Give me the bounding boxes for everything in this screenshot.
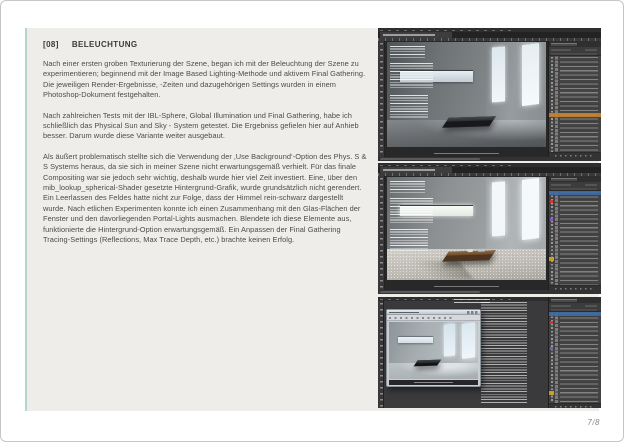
render-slot-window bbox=[398, 336, 434, 343]
render-view-window bbox=[386, 309, 481, 387]
render-table bbox=[414, 359, 441, 365]
layers-panel-tab bbox=[549, 297, 601, 303]
selected-layer-row bbox=[549, 191, 601, 195]
layer-list bbox=[549, 191, 601, 285]
render-settings-annotation bbox=[390, 229, 428, 252]
screenshot-photoshop-sun-sky-render bbox=[378, 163, 601, 294]
section-index: [08] bbox=[43, 40, 59, 49]
page-number: 7/8 bbox=[587, 418, 600, 427]
layers-panel-footer-icons bbox=[549, 403, 601, 408]
workspace bbox=[378, 176, 601, 290]
render-table bbox=[442, 116, 496, 128]
render-window bbox=[522, 43, 539, 106]
render-tabletop-object bbox=[477, 248, 484, 251]
horizontal-scrollbar bbox=[378, 290, 601, 294]
screenshot-photoshop-ibl-render bbox=[378, 28, 601, 161]
paragraph-3: Als äußert problematisch stellte sich die Verwendung der ‚Use Background‘-Option des Phys. S & S Systems heraus, da sie sich in meiner Szene nicht erwartungsgemäß verhielt. Für das finale Compositing war sie jedoch sehr wichtig, deshalb wurde hier viel Zeit investiert. Eine, über den mib_lookup_spherical-Shader gesetzte Hintergrund-Grafik, wurde grundsätzlich nicht gerendert. Ein Leerlassen des Feldes hatte nicht zur Folge, dass der Himmel rein-schwarz dargestellt wurde. Nach etlichen Experimenten konnte ich einen Zusammenhang mit den Glas-Flächen der Fenster und den davorliegenden Portal-Lights ausmachen. Blendete ich diese Elemente aus, funktionierte die Hintergrund-Option erwartungsgemäß. Ein Anpassen der Final Gathering Tracing-Settings (Reflections, Max Trace Depth, etc.) brachte keinen Erfolg. bbox=[43, 151, 367, 245]
render-left-wall bbox=[389, 322, 441, 363]
section-heading bbox=[43, 40, 367, 49]
canvas bbox=[385, 176, 548, 290]
render-floor bbox=[389, 363, 478, 379]
render-image-ibl bbox=[387, 42, 546, 147]
toolbar-icons bbox=[378, 301, 384, 408]
workspace bbox=[378, 41, 601, 157]
render-wood-table bbox=[442, 250, 496, 261]
layer-color-tag-red bbox=[550, 321, 553, 324]
render-settings-annotation bbox=[390, 46, 425, 59]
selected-layer-row bbox=[549, 312, 601, 316]
render-settings-annotation bbox=[390, 95, 428, 118]
render-settings-annotation bbox=[390, 63, 433, 90]
content-area bbox=[25, 28, 599, 411]
render-settings-annotation bbox=[390, 198, 433, 225]
render-image-sun-sky bbox=[387, 177, 546, 280]
toolbar-icons bbox=[378, 41, 385, 157]
render-window bbox=[522, 178, 539, 240]
render-window bbox=[492, 47, 505, 103]
document-tab bbox=[380, 167, 452, 173]
layers-panel bbox=[548, 297, 601, 408]
document-tab-bar bbox=[378, 32, 601, 38]
toolbar-icons bbox=[378, 176, 385, 290]
screenshot-column bbox=[378, 28, 601, 411]
render-window bbox=[462, 322, 475, 359]
canvas-info-text bbox=[434, 153, 499, 155]
render-view-toolbar bbox=[387, 315, 480, 321]
render-view-status-bar bbox=[389, 380, 478, 385]
layers-panel bbox=[548, 176, 601, 290]
screenshot-render-view-window bbox=[378, 297, 601, 408]
render-settings-annotation bbox=[390, 181, 425, 193]
horizontal-scrollbar bbox=[378, 157, 601, 161]
paragraph-2: Nach zahlreichen Tests mit der IBL-Sphere, Global Illumination und Final Gathering, habe ich schließlich das Physical Sun and Sky - System getestet. Die Ergebniss gefielen hier auf Anhieb besser. Darum wurde diese Variante weiter ausgebaut. bbox=[43, 110, 359, 141]
section-title: BELEUCHTUNG bbox=[71, 40, 138, 49]
window-title-bar bbox=[387, 310, 480, 315]
layer-color-tag-red bbox=[550, 200, 553, 203]
document-tab bbox=[380, 32, 452, 38]
render-image-daylight bbox=[389, 322, 478, 379]
layers-panel-controls bbox=[549, 182, 601, 191]
text-column bbox=[43, 40, 367, 256]
render-tabletop-object bbox=[467, 249, 472, 252]
selected-layer-row bbox=[549, 113, 601, 117]
document-tab-bar bbox=[378, 167, 601, 173]
canvas bbox=[385, 41, 548, 157]
layer-color-tag-yellow bbox=[549, 391, 554, 395]
layer-color-tag-purple bbox=[550, 218, 553, 221]
canvas-info-text bbox=[434, 286, 499, 288]
layers-panel-controls bbox=[549, 303, 601, 312]
paragraph-1: Nach einer ersten groben Texturierung der Szene, began ich mit der Beleuchtung der Szene zu experimentieren; beginnend mit der Image Based Lighting-Methode und aktivem Final Gathering. Die jeweiligen Render-Ergebnisse, -Zeiten und dazugehörigen Settings wurden in einem Photoshop-Dokument festgehalten. bbox=[43, 59, 366, 100]
window-control-buttons bbox=[467, 311, 478, 314]
render-window bbox=[492, 182, 505, 237]
layers-panel-tab bbox=[549, 41, 601, 47]
layer-color-tag-yellow bbox=[549, 257, 554, 261]
layers-panel bbox=[548, 41, 601, 157]
layer-list bbox=[549, 312, 601, 403]
render-window bbox=[444, 324, 455, 357]
layer-color-tag-purple bbox=[550, 347, 553, 350]
layer-list bbox=[549, 56, 601, 152]
layers-panel-tab bbox=[549, 176, 601, 182]
layers-panel-controls bbox=[549, 47, 601, 56]
annotation-settings-list bbox=[481, 302, 527, 403]
